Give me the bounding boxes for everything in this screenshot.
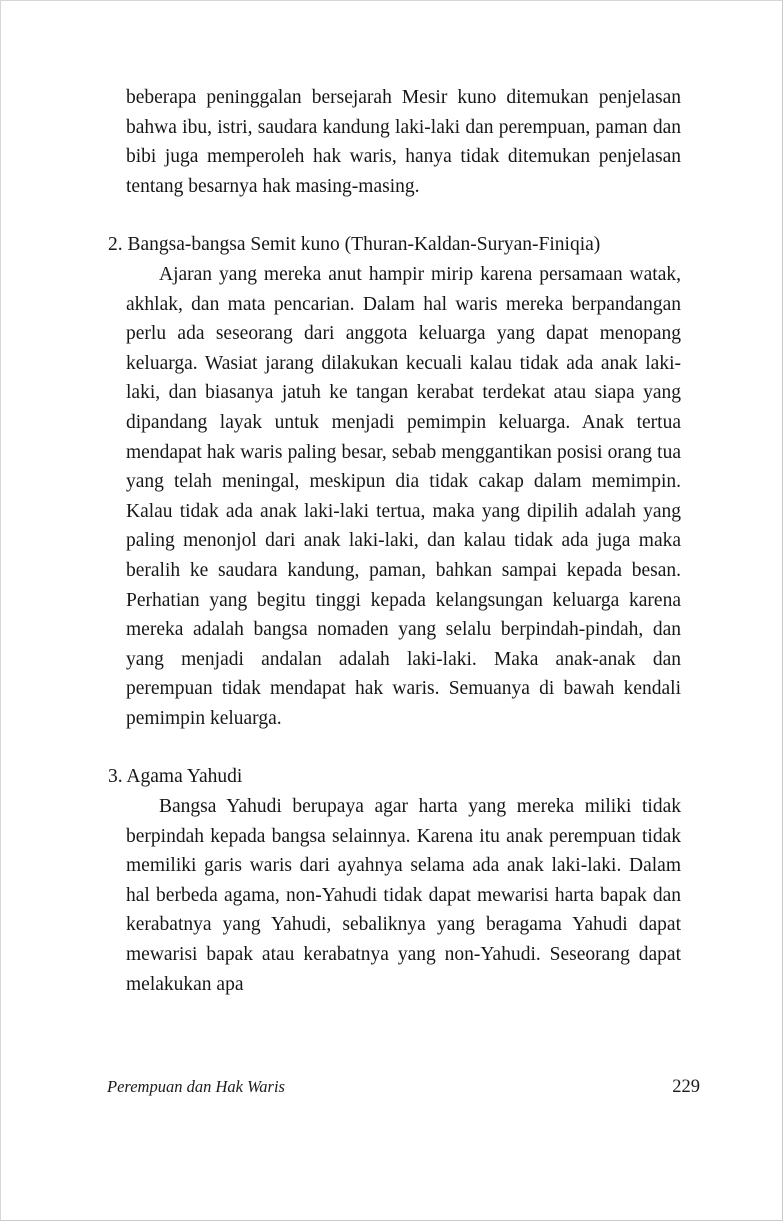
running-title: Perempuan dan Hak Waris xyxy=(107,1077,285,1096)
section-semit-kuno xyxy=(108,230,681,733)
section-heading: 2. Bangsa-bangsa Semit kuno (Thuran-Kaldan-Suryan-Finiqia) xyxy=(108,234,601,256)
text-block xyxy=(108,83,681,999)
paragraph-continued: beberapa peninggalan bersejarah Mesir kuno ditemukan penjelasan bahwa ibu, istri, saudara kandung laki-laki dan perempuan, paman dan bibi juga memperoleh hak waris, hanya tidak ditemukan penjelasan tentang besarnya hak masing-masing. xyxy=(126,87,681,197)
section-heading: 3. Agama Yahudi xyxy=(108,766,243,788)
section-agama-yahudi xyxy=(108,762,681,999)
page-footer xyxy=(107,1077,700,1098)
page-number: 229 xyxy=(672,1077,700,1097)
section-body: Bangsa Yahudi berupaya agar harta yang mereka miliki tidak berpindah kepada bangsa selainnya. Karena itu anak perempuan tidak memiliki garis waris dari ayahnya selama ada anak laki-laki. Dalam hal berbeda agama, non-Yahudi tidak dapat mewarisi harta bapak dan kerabatnya yang Yahudi, sebaliknya yang beragama Yahudi dapat mewarisi bapak atau kerabatnya yang non-Yahudi. Seseorang dapat melakukan apa xyxy=(126,796,681,995)
section-body: Ajaran yang mereka anut hampir mirip karena persamaan watak, akhlak, dan mata pencarian. Dalam hal waris mereka berpandangan perlu ada seseorang dari anggota keluarga yang dapat menopang keluarga. Wasiat jarang dilakukan kecuali kalau tidak ada anak laki-laki, dan biasanya jatuh ke tangan kerabat terdekat atau siapa yang dipandang layak untuk menjadi pemimpin keluarga. Anak tertua mendapat hak waris paling besar, sebab menggantikan posisi orang tua yang telah meningal, meskipun dia tidak cakap dalam memimpin. Kalau tidak ada anak laki-laki tertua, maka yang dipilih adalah yang paling menonjol dari anak laki-laki, dan kalau tidak ada juga maka beralih ke saudara kandung, paman, bahkan sampai kepada besan. Perhatian yang begitu tinggi kepada kelangsungan keluarga karena mereka adalah bangsa nomaden yang selalu berpindah-pindah, dan yang menjadi andalan adalah laki-laki. Maka anak-anak dan perempuan tidak mendapat hak waris. Semuanya di bawah kendali pemimpin keluarga. xyxy=(126,263,681,729)
